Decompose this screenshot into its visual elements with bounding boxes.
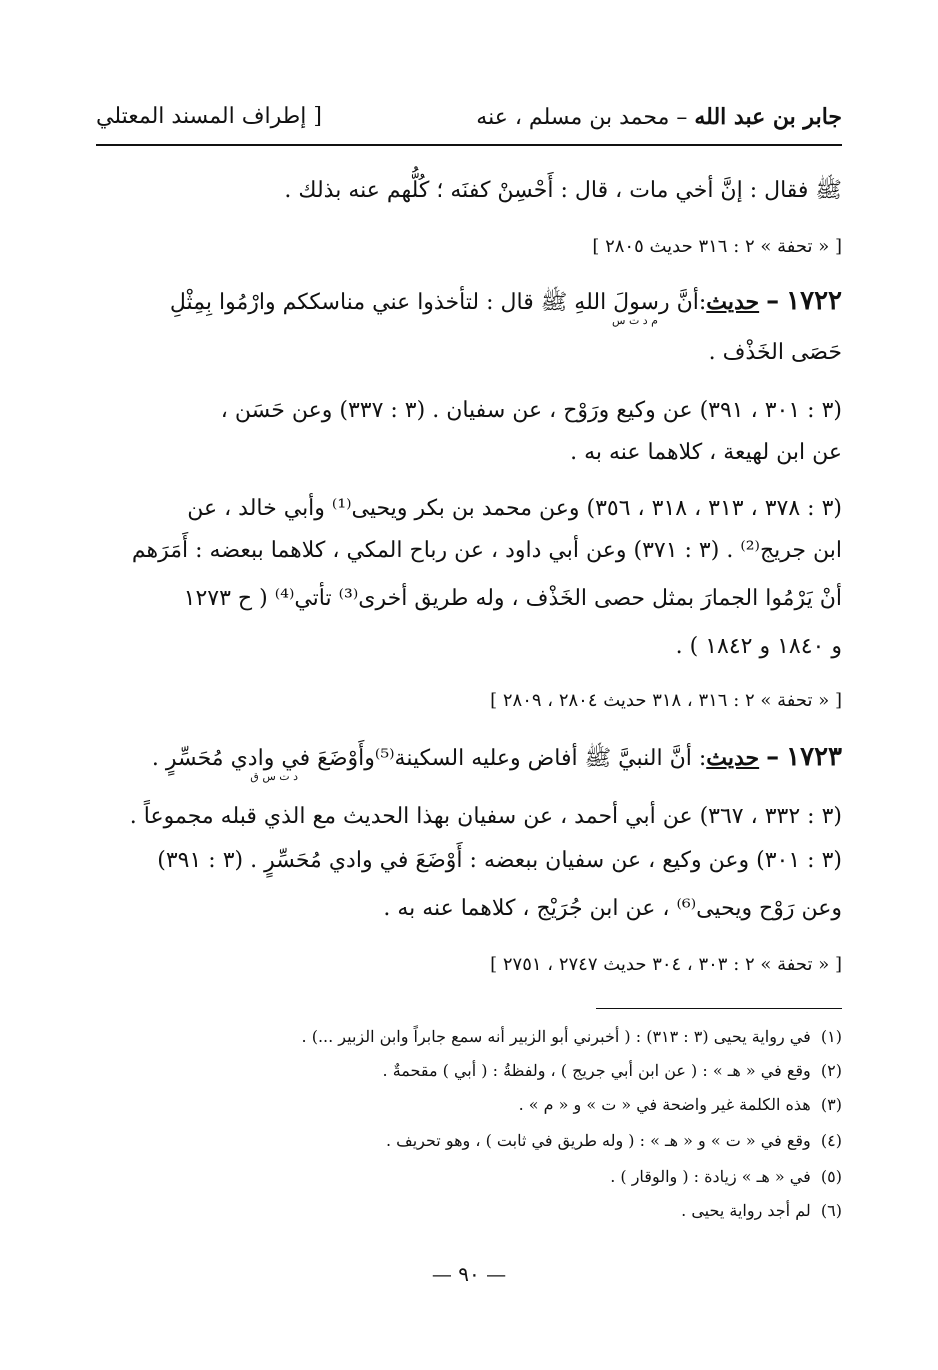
body-line: (٣ : ٣٧٨ ، ٣١٣ ، ٣١٨ ، ٣٥٦) وعن محمد بن بكر ويحيى⁽¹⁾ وأبي خالد ، عن [187, 496, 842, 521]
body-line: و ١٨٤٠ و ١٨٤٢ ) . [675, 634, 842, 659]
body-line: (٣ : ٣٠١) وعن وكيع ، عن سفيان ببعضه : أَوْضَعَ في وادي مُحَسِّرٍ . (٣ : ٣٩١) [157, 848, 842, 873]
hadith-keyword: حديث [706, 745, 760, 771]
footnote [610, 1166, 842, 1188]
hadith-number: ١٧٢٢ [786, 286, 842, 316]
hadith-1722-heading [170, 286, 842, 318]
hadith-keyword: حديث [706, 289, 760, 315]
running-header-right [476, 104, 842, 130]
footnote-text: في رواية يحيى (٣ : ٣١٣) : ( أخبرني أبو الزبير أنه سمع جابراً وابن الزبير ...) . [301, 1027, 811, 1046]
footnote-number: (٥) [820, 1167, 842, 1186]
header-narrator-chain: – محمد بن مسلم ، عنه [476, 105, 688, 130]
footnote-number: (٤) [820, 1131, 842, 1150]
tuhfa-reference: [ « تحفة » ٢ : ٣٠٣ ، ٣٠٤ حديث ٢٧٤٧ ، ٢٧٥١ ] [490, 954, 842, 975]
tuhfa-reference: [ « تحفة » ٢ : ٣١٦ ، ٣١٨ حديث ٢٨٠٤ ، ٢٨٠٩ ] [490, 690, 842, 711]
hadith-number: ١٧٢٣ [786, 742, 842, 772]
hadith-dash: – [766, 286, 780, 316]
footnote-number: (١) [820, 1027, 842, 1046]
footnote-text: وقع في « ت » و « هـ » : ( وله طريق في ثابت ) ، وهو تحريف . [385, 1131, 811, 1150]
header-rule [96, 144, 842, 146]
page-number: — ٩٠ — [431, 1262, 507, 1286]
body-line: ابن جريج⁽²⁾ . (٣ : ٣٧١) وعن أبي داود ، عن رباح المكي ، كلاهما ببعضه : أَمَرَهم [131, 538, 842, 563]
footnote-rule [596, 1008, 842, 1009]
hadith-text: :أنَّ رسولَ اللهِ ﷺ قال : لتأخذوا عني مناسككم وارْمُوا بِمِثْلِ [169, 290, 707, 315]
footnote-number: (٢) [820, 1061, 842, 1080]
footnote-text: لم أجد رواية يحيى . [681, 1201, 811, 1220]
footnote-text: هذه الكلمة غير واضحة في « ت » و « م » . [518, 1095, 811, 1114]
footnote-number: (٦) [820, 1201, 842, 1220]
footnote [386, 1130, 842, 1152]
footnote [383, 1060, 842, 1082]
footnote [519, 1094, 842, 1116]
hadith-sigla: د ت س ق [250, 770, 298, 783]
hadith-sigla: م د ت س [612, 314, 658, 327]
hadith-dash: – [766, 742, 780, 772]
body-line: ﷺ فقال : إنَّ أخي مات ، قال : أَحْسِنْ كفنَه ؛ كُلُّهم عنه بذلك . [284, 178, 842, 203]
footnote-text: في « هـ » زيادة : ( والوقار ) . [610, 1167, 811, 1186]
body-line: عن ابن لهيعة ، كلاهما عنه به . [570, 440, 842, 465]
hadith-text: : أنَّ النبيَّ ﷺ أفاض وعليه السكينة⁽⁵⁾وأَوْضَعَ في وادي مُحَسِّرٍ . [151, 746, 707, 771]
tuhfa-reference: [ « تحفة » ٢ : ٣١٦ حديث ٢٨٠٥ ] [592, 236, 842, 257]
footnote [302, 1026, 842, 1048]
body-line: أنْ يَرْمُوا الجمارَ بمثل حصى الخَذْف ، وله طريق أخرى⁽³⁾ تأتي⁽⁴⁾ ( ح ١٢٧٣ [183, 586, 842, 611]
body-line: (٣ : ٣٣٢ ، ٣٦٧) عن أبي أحمد ، عن سفيان بهذا الحديث مع الذي قبله مجموعاً . [129, 804, 842, 829]
running-header-left: [ إطراف المسند المعتلي [96, 104, 322, 129]
footnote-number: (٣) [820, 1095, 842, 1114]
body-line: وعن رَوْح ويحيى⁽⁶⁾ ، عن ابن جُرَيْج ، كلاهما عنه به . [383, 896, 842, 921]
body-line: (٣ : ٣٠١ ، ٣٩١) عن وكيع ورَوْح ، عن سفيان . (٣ : ٣٣٧) وعن حَسَن ، [220, 398, 842, 423]
footnote [681, 1200, 842, 1222]
body-line: حَصَى الخَذْف . [708, 340, 842, 365]
header-narrator-name: جابر بن عبد الله [694, 104, 842, 130]
footnote-text: وقع في « هـ » : ( عن ابن أبي جريج ) ، ولفظةُ : ( أبي ) مقحمةٌ . [382, 1061, 811, 1080]
